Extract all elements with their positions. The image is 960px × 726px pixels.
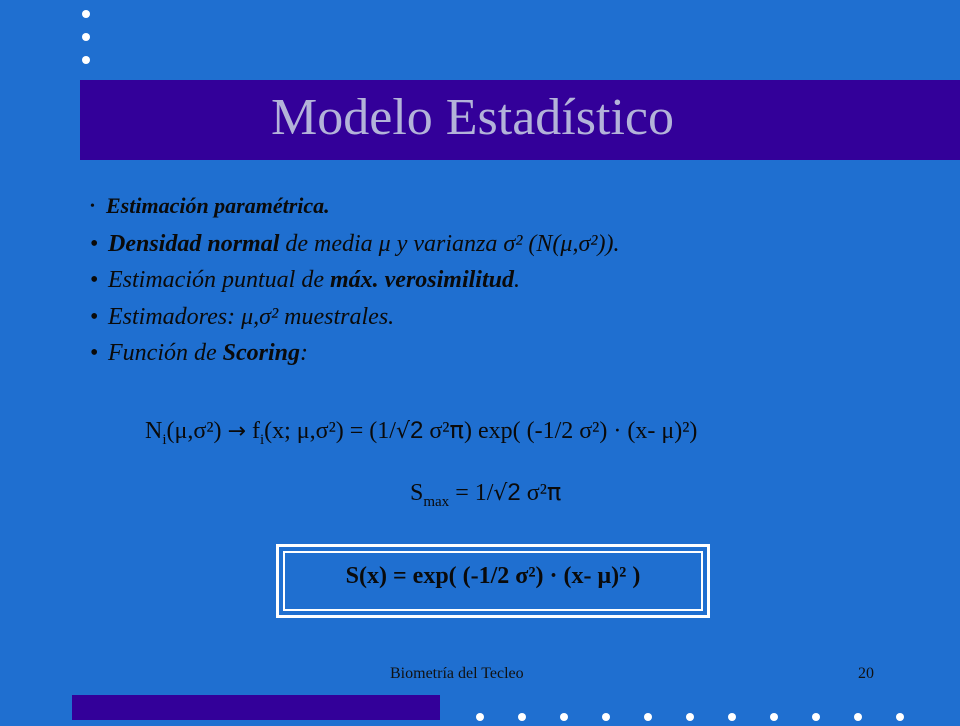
eq-subscript: i <box>259 432 265 448</box>
eq-text: σ² <box>520 480 547 506</box>
eq-text: f <box>245 418 260 444</box>
eq-subscript: max <box>423 494 450 510</box>
eq-pi: π <box>546 478 562 506</box>
bullet-text: de media μ y varianza σ² (N(μ,σ²)). <box>279 230 620 257</box>
bullet-dot: • <box>90 230 99 257</box>
bullet-text: : <box>300 340 308 366</box>
eq-text: (μ,σ²) <box>166 418 228 444</box>
eq-text: σ² <box>423 418 450 444</box>
eq-pi: π <box>449 416 464 444</box>
eq-text: (x; μ,σ²) = (1/ <box>264 418 396 444</box>
sqrt-icon: √ <box>493 481 508 506</box>
bullet-dot: • <box>90 199 95 214</box>
bullet-bold-text: Scoring <box>222 340 300 366</box>
eq-text: N <box>145 418 163 444</box>
footer-bar <box>72 695 440 720</box>
arrow-icon: → <box>227 419 246 444</box>
bullet-dot: • <box>90 303 99 330</box>
bullet-dot: • <box>90 340 99 366</box>
bullet-list <box>90 188 619 372</box>
sqrt-icon: √ <box>395 419 410 444</box>
bullet-text: Función de <box>108 340 223 366</box>
footer-text: Biometría del Tecleo <box>390 665 524 682</box>
equation-smax <box>410 478 561 511</box>
bullet-item-estimacion-parametrica <box>90 188 619 226</box>
eq-text: = 1/ <box>449 480 494 506</box>
bullet-text: Estimación puntual de <box>108 267 330 293</box>
equation-density <box>145 416 697 449</box>
eq-text: 2 <box>410 417 424 444</box>
bullet-item-estimacion-puntual <box>90 262 619 299</box>
slide-title: Modelo Estadístico <box>271 89 674 146</box>
eq-text: 2 <box>507 479 521 506</box>
bullet-item-funcion-scoring <box>90 335 619 372</box>
scoring-formula-box <box>276 544 710 618</box>
page-number: 20 <box>858 665 874 682</box>
bullet-item-densidad-normal <box>90 226 619 263</box>
scoring-formula: S(x) = exp( (-1/2 σ²) · (x- μ)² ) <box>345 563 641 589</box>
bullet-text: . <box>514 267 520 293</box>
title-bar <box>80 80 960 160</box>
eq-text: S <box>410 480 424 506</box>
eq-text: ) exp( (-1/2 σ²) · (x- μ)²) <box>463 418 698 444</box>
eq-subscript: i <box>162 432 167 448</box>
bullet-bold-text: Densidad normal <box>108 230 280 257</box>
decorative-dots-bottom <box>476 708 938 726</box>
bullet-text: Estimadores: μ,σ² muestrales. <box>108 303 395 330</box>
bullet-text: Estimación paramétrica. <box>106 193 330 218</box>
bullet-bold-text: máx. verosimilitud <box>329 267 514 293</box>
bullet-item-estimadores <box>90 299 619 336</box>
decorative-dots-left <box>82 10 96 79</box>
bullet-dot: • <box>90 267 99 293</box>
